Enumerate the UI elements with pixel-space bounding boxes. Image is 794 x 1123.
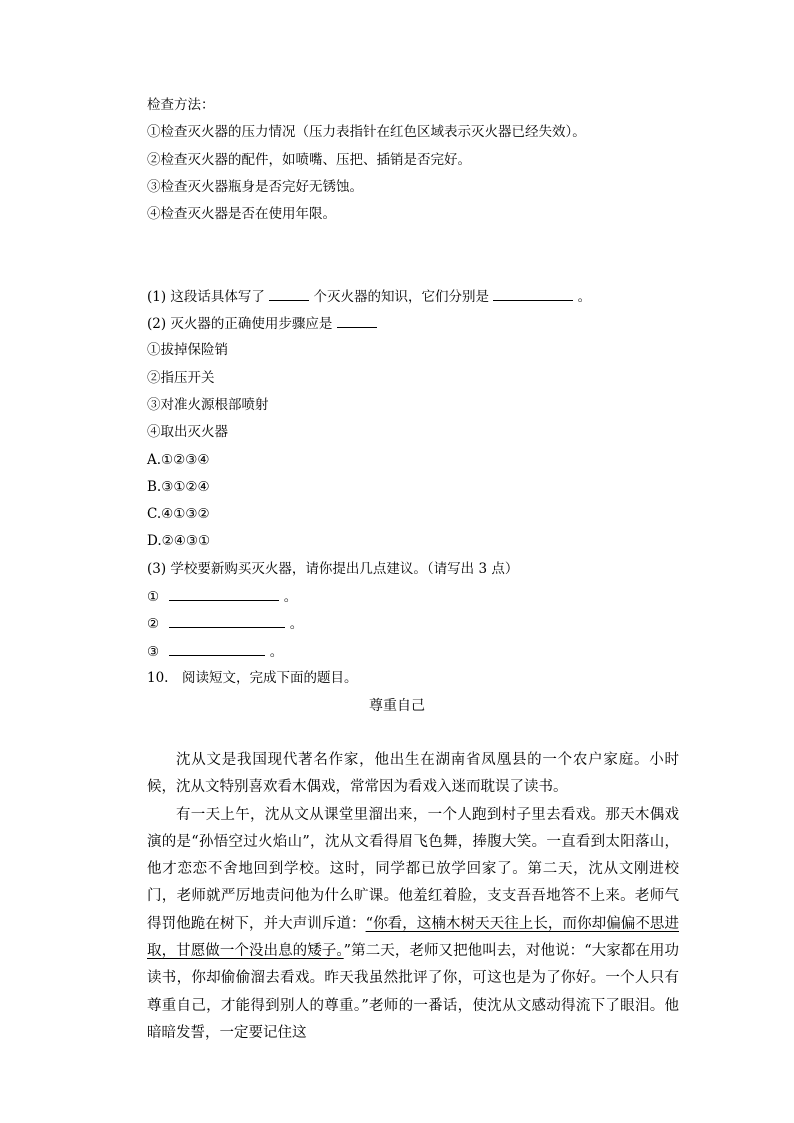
- check-item-2: ②检查灭火器的配件，如喷嘴、压把、插销是否完好。: [147, 152, 471, 168]
- suggestion-1-end: 。: [283, 589, 298, 605]
- answer-blank-count[interactable]: [269, 287, 309, 301]
- question-1: [147, 287, 591, 306]
- step-1: ①拔掉保险销: [147, 342, 228, 358]
- check-item-4: ④检查灭火器是否在使用年限。: [147, 206, 336, 222]
- suggestion-3: [147, 642, 283, 661]
- step-3: ③对准火源根部喷射: [147, 397, 269, 413]
- underlined-quote: “你看，这楠木树天天往上长，而你却偏偏不思进取，甘愿做一个没出息的矮子。: [147, 915, 679, 960]
- suggestion-3-end: 。: [269, 644, 284, 660]
- paragraph-2: [147, 802, 679, 1048]
- step-4: ④取出灭火器: [147, 424, 228, 440]
- question-1-part-b: 个灭火器的知识，它们分别是: [313, 289, 490, 305]
- question-10: 10. 阅读短文，完成下面的题目。: [147, 670, 358, 686]
- suggestion-1-blank[interactable]: [169, 587, 279, 601]
- suggestion-3-mark: ③: [147, 644, 160, 660]
- article-title: 尊重自己: [369, 698, 425, 714]
- step-2: ②指压开关: [147, 370, 215, 386]
- answer-blank-knowledge[interactable]: [493, 287, 573, 301]
- check-item-3: ③检查灭火器瓶身是否完好无锈蚀。: [147, 179, 363, 195]
- check-item-1: ①检查灭火器的压力情况（压力表指针在红色区域表示灭火器已经失效）。: [147, 124, 586, 140]
- suggestion-3-blank[interactable]: [169, 642, 265, 656]
- article-body: [147, 747, 679, 1047]
- paragraph-1: 沈从文是我国现代著名作家，他出生在湖南省凤凰县的一个农户家庭。小时候，沈从文特别喜欢看木偶戏，常常因为看戏入迷而耽误了读书。: [147, 752, 679, 796]
- option-b: B.③①②④: [147, 479, 210, 495]
- option-c: C.④①③②: [147, 506, 210, 522]
- question-3: (3) 学校要新购买灭火器，请你提出几点建议。（请写出 3 点）: [147, 561, 519, 577]
- suggestion-2-end: 。: [289, 616, 304, 632]
- question-2-text: (2) 灭火器的正确使用步骤应是: [147, 316, 333, 332]
- option-a: A.①②③④: [147, 452, 210, 468]
- suggestion-1: [147, 587, 297, 606]
- check-heading: 检查方法：: [147, 97, 215, 113]
- paragraph-2-start: 有一天上午，沈从文从课堂里溜出来，一个人跑到村子里去看戏。那天木偶戏演的是“孙悟空过火焰山”，沈从文看得眉飞色舞，捧腹大笑。一直看到太阳落山，他才恋恋不舍地回到学校。这时，同学都已放学回家了。第二天，沈从文刚进校门，老师就严厉地责问他为什么旷课。他羞红着脸，支支吾吾地答不上来。老师气得罚他跪在树下，并大声训斥道：: [147, 806, 679, 932]
- option-d: D.②④③①: [147, 533, 211, 549]
- suggestion-1-mark: ①: [147, 589, 160, 605]
- suggestion-2-mark: ②: [147, 616, 160, 632]
- suggestion-2: [147, 614, 303, 633]
- question-1-end: 。: [577, 289, 592, 305]
- question-2: [147, 314, 377, 333]
- suggestion-2-blank[interactable]: [169, 614, 285, 628]
- paragraph-2-end: ”第二天，老师又把他叫去，对他说：“大家都在用功读书，你却偷偷溜去看戏。昨天我虽然批评了你，可这也是为了你好。一个人只有尊重自己，才能得到别人的尊重。”老师的一番话，使沈从文感动得流下了眼泪。他暗暗发誓，一定要记住这: [147, 943, 680, 1041]
- question-1-part-a: (1) 这段话具体写了: [147, 289, 265, 305]
- answer-blank-steps[interactable]: [337, 314, 377, 328]
